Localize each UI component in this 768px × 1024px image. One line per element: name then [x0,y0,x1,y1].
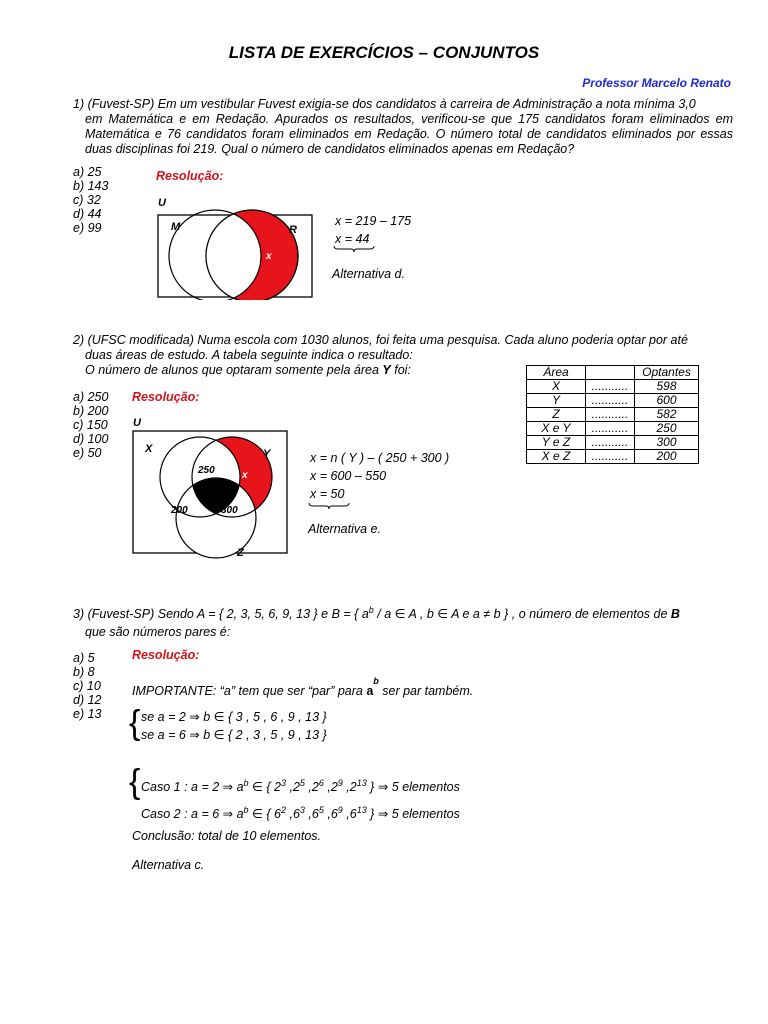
question-2-line2: duas áreas de estudo. A tabela seguinte indica o resultado: [85,348,413,362]
calc-line: x = 219 – 175 [335,214,412,228]
table-header-row [527,366,699,380]
region-xz-label: 200 [171,505,188,516]
table-row: Z ........... 582 [527,408,699,422]
option: b) 200 [73,404,109,418]
question-2-options [73,390,108,460]
cases [141,772,460,826]
question-1-text [73,97,733,157]
option: c) 150 [73,418,108,432]
calc-2 [310,449,449,503]
set-y-label: Y [263,448,271,460]
resolution-label-3: Resolução: [132,648,200,662]
region-x-label: x [266,251,272,262]
answer-1: Alternativa d. [332,267,405,281]
table-header: Área [527,366,586,380]
resolution-label-1: Resolução: [156,169,224,183]
option: d) 12 [73,693,102,707]
table-row: X e Z ........... 200 [527,450,699,464]
option: e) 13 [73,707,102,721]
underbrace-1 [333,245,375,253]
answer-3: Alternativa c. [132,858,205,872]
calc-line-result: x = 44 [335,232,370,246]
question-3-text [73,603,733,640]
table-row: Y ........... 600 [527,394,699,408]
option: d) 44 [73,207,102,221]
left-brace: { [129,763,141,801]
question-1-body: em Matemática e em Redação. Apurados os resultados, verificou-se que 175 candidatos foram eliminados em Matemática e 76 candidatos foram eliminados em Redação. O número total de candidatos eliminados por essas duas disciplinas foi 219. Qual o número de candidatos eliminados apenas em Redação? [85,112,733,156]
calc-line-result: x = 50 [310,487,345,501]
table-row: X ........... 598 [527,380,699,394]
question-3-options [73,651,102,721]
calc-line: x = 600 – 550 [310,469,387,483]
option: b) 8 [73,665,95,679]
option: d) 100 [73,432,109,446]
question-3-line2: que são números pares é: [85,625,231,640]
case-line-2: Caso 2 : a = 6 ⇒ $a^b$ ∈ { $6^2$ $,6^3$ $,6^5$ $,6^9$ $,6^{13}$ } ⇒ 5 elementos [141,805,460,822]
table-header: Optantes [635,366,699,380]
question-3-line1: 3) (Fuvest-SP) Sendo A = { 2, 3, 5, 6, 9, 13 } e B = { $a^b$ / a ∈ A , b ∈ A e a ≠ b } , o número de elementos de B [73,605,680,622]
option: b) 143 [73,179,109,193]
table-header [586,366,635,380]
question-1-line1: 1) (Fuvest-SP) Em um vestibular Fuvest exigia-se dos candidatos à carreira de Administração a nota mínima 3,0 [73,97,696,111]
set-x-label: X [145,443,153,455]
region-xy-label: 250 [198,465,215,476]
option: a) 25 [73,165,102,179]
option: e) 50 [73,446,102,460]
calc-line: x = n ( Y ) – ( 250 + 300 ) [310,451,450,465]
conditions [141,708,327,744]
option: a) 5 [73,651,95,665]
question-2-line1: 2) (UFSC modificada) Numa escola com 1030 alunos, foi feita uma pesquisa. Cada aluno poderia optar por até [73,333,688,347]
areas-table [526,365,699,464]
region-yz-label: 300 [221,505,238,516]
condition-line: se a = 6 ⇒ b ∈ { 2 , 3 , 5 , 9 , 13 } [141,728,327,742]
answer-2: Alternativa e. [308,522,381,536]
table-row: X e Y ........... 250 [527,422,699,436]
venn-diagram-2 [130,415,292,565]
author-name: Professor Marcelo Renato [582,76,731,90]
table-row: Y e Z ........... 300 [527,436,699,450]
case-line-1: Caso 1 : a = 2 ⇒ $a^b$ ∈ { $2^3$ $,2^5$ $,2^6$ $,2^9$ $,2^{13}$ } ⇒ 5 elementos [141,778,460,795]
question-2-line3: O número de alunos que optaram somente pela área Y foi: [85,363,411,377]
universe-label: U [133,417,141,429]
region-only-y-label: x [242,470,248,481]
universe-label: U [158,197,166,209]
conclusion: Conclusão: total de 10 elementos. [132,829,322,843]
resolution-label-2: Resolução: [132,390,200,404]
page-title: LISTA DE EXERCÍCIOS – CONJUNTOS [228,43,540,62]
underbrace-2 [308,502,350,510]
important-note: IMPORTANTE: “a” tem que ser “par” para $a^b$ ser par também. [132,676,474,699]
option: c) 10 [73,679,101,693]
calc-1 [335,212,411,248]
option: e) 99 [73,221,102,235]
set-m-label: M [171,221,181,233]
question-1-options [73,165,108,235]
set-z-label: Z [237,547,244,559]
option: c) 32 [73,193,101,207]
venn-diagram-1 [155,195,315,300]
condition-line: se a = 2 ⇒ b ∈ { 3 , 5 , 6 , 9 , 13 } [141,710,327,724]
option: a) 250 [73,390,109,404]
left-brace: { [129,704,141,742]
set-r-label: R [289,224,297,236]
